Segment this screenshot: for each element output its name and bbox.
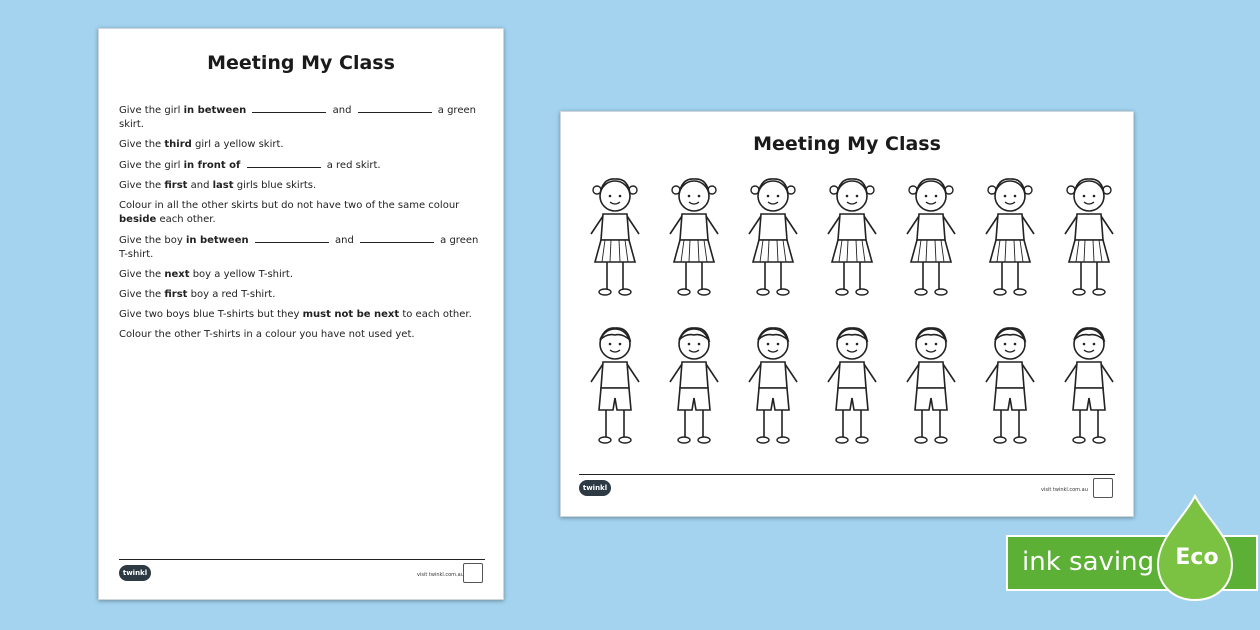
footer-url: visit twinkl.com.au xyxy=(417,572,464,578)
girl-figure xyxy=(891,170,970,302)
instruction-item: Give the girl in front of a red skirt. xyxy=(119,160,381,171)
instruction-item: Give the girl in between and a green skirt. xyxy=(119,105,476,130)
instruction-sheet xyxy=(98,28,504,600)
emphasis-text: in between xyxy=(183,105,247,116)
emphasis-text: beside xyxy=(119,214,157,225)
answer-blank[interactable] xyxy=(247,158,321,168)
instruction-item: Give the third girl a yellow skirt. xyxy=(119,139,284,150)
instruction-item: Colour in all the other skirts but do not have two of the same colour beside each other. xyxy=(119,200,460,225)
emphasis-text: next xyxy=(164,269,190,280)
instruction-item: Give the next boy a yellow T-shirt. xyxy=(119,269,294,280)
girl-figure xyxy=(970,170,1049,302)
boy-figure xyxy=(970,318,1049,450)
girls-row xyxy=(575,170,1128,302)
eco-badge-label: Eco xyxy=(1175,545,1219,570)
instruction-list xyxy=(119,103,489,348)
emphasis-text: last xyxy=(212,180,234,191)
emphasis-text: first xyxy=(164,180,188,191)
eco-banner-text: ink saving xyxy=(1022,547,1155,577)
footer-url: visit twinkl.com.au xyxy=(1041,487,1088,493)
boy-figure xyxy=(1049,318,1128,450)
quality-badge-icon xyxy=(463,563,483,583)
colouring-sheet xyxy=(560,111,1134,517)
girl-figure xyxy=(1049,170,1128,302)
instruction-item: Give the first and last girls blue skirts. xyxy=(119,180,317,191)
answer-blank[interactable] xyxy=(360,233,434,243)
emphasis-text: in between xyxy=(185,235,249,246)
boy-figure xyxy=(812,318,891,450)
emphasis-text: first xyxy=(164,289,188,300)
emphasis-text: third xyxy=(164,139,192,150)
twinkl-logo: twinkl xyxy=(579,480,611,496)
footer-divider xyxy=(579,474,1115,475)
instruction-item: Give two boys blue T-shirts but they must not be next to each other. xyxy=(119,309,472,320)
boy-figure xyxy=(575,318,654,450)
sheet-title: Meeting My Class xyxy=(207,52,395,74)
answer-blank[interactable] xyxy=(255,233,329,243)
twinkl-logo: twinkl xyxy=(119,565,151,581)
girl-figure xyxy=(733,170,812,302)
boys-row xyxy=(575,318,1128,450)
boy-figure xyxy=(891,318,970,450)
instruction-item: Colour the other T-shirts in a colour you have not used yet. xyxy=(119,329,415,340)
answer-blank[interactable] xyxy=(358,103,432,113)
sheet-title: Meeting My Class xyxy=(753,133,941,155)
girl-figure xyxy=(575,170,654,302)
boy-figure xyxy=(654,318,733,450)
instruction-item: Give the boy in between and a green T-shirt. xyxy=(119,235,479,260)
quality-badge-icon xyxy=(1093,478,1113,498)
instruction-item: Give the first boy a red T-shirt. xyxy=(119,289,276,300)
emphasis-text: in front of xyxy=(183,160,241,171)
girl-figure xyxy=(654,170,733,302)
footer-divider xyxy=(119,559,485,560)
emphasis-text: must not be next xyxy=(302,309,400,320)
girl-figure xyxy=(812,170,891,302)
boy-figure xyxy=(733,318,812,450)
answer-blank[interactable] xyxy=(252,103,326,113)
